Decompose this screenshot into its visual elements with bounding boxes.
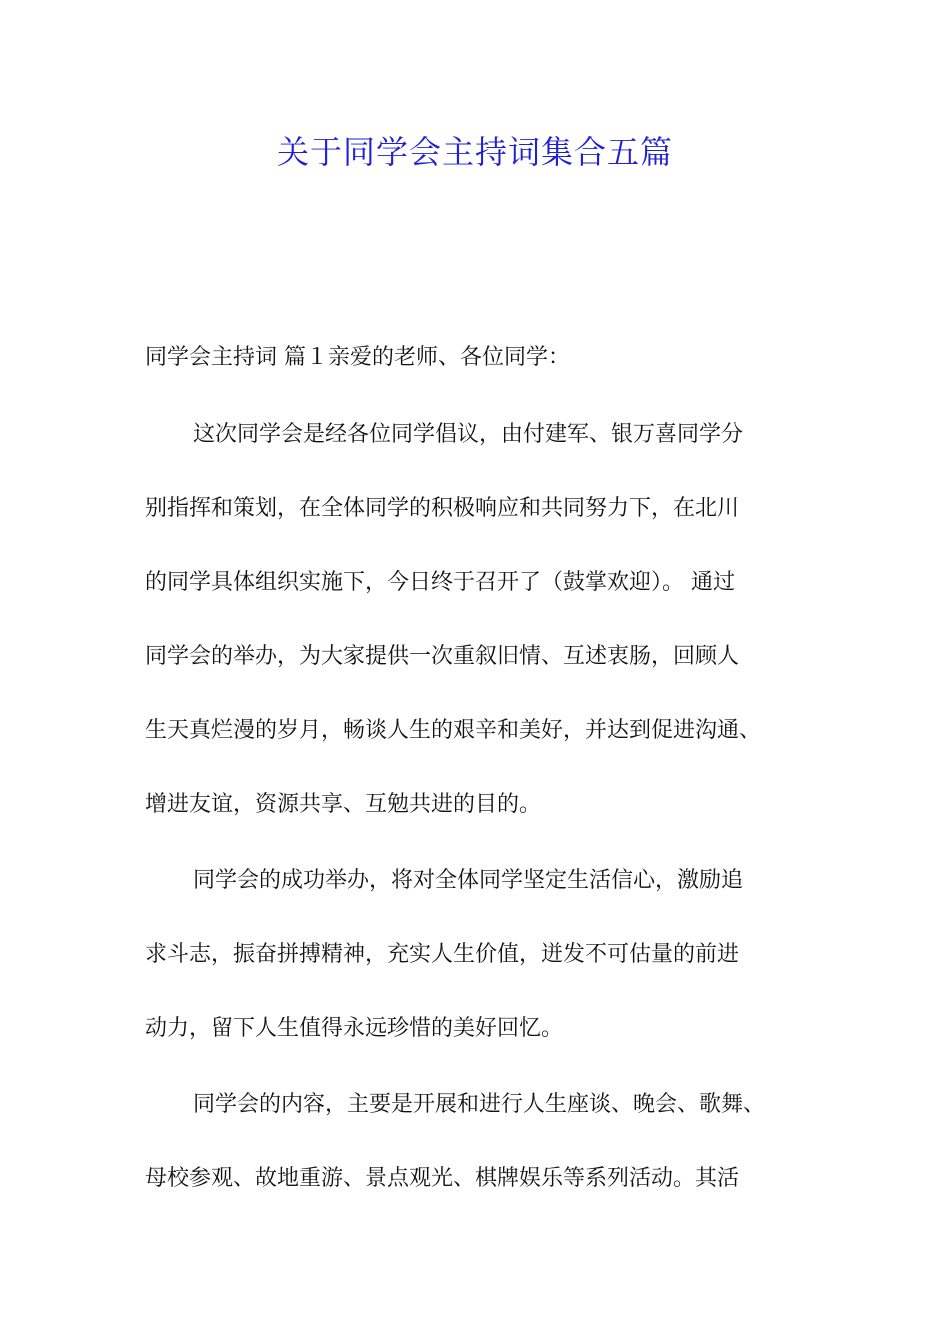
- text-line: 求斗志，振奋拼搏精神，充实人生价值，迸发不可估量的前进: [145, 942, 740, 967]
- text-line: 生天真烂漫的岁月，畅谈人生的艰辛和美好，并达到促进沟通、: [145, 718, 762, 743]
- text-line: 的同学具体组织实施下，今日终于召开了（鼓掌欢迎）。 通过: [145, 570, 735, 595]
- text-line: 这次同学会是经各位同学倡议，由付建军、银万喜同学分: [193, 422, 744, 447]
- text-line: 同学会主持词 篇１亲爱的老师、各位同学：: [145, 345, 570, 370]
- text-line: 别指挥和策划，在全体同学的积极响应和共同努力下，在北川: [145, 496, 740, 521]
- text-line: 增进友谊，资源共享、互勉共进的目的。: [145, 792, 542, 817]
- text-line: 同学会的内容，主要是开展和进行人生座谈、晚会、歌舞、: [193, 1092, 766, 1117]
- text-line: 动力，留下人生值得永远珍惜的美好回忆。: [145, 1016, 564, 1041]
- text-line: 同学会的举办，为大家提供一次重叙旧情、互述衷肠，回顾人: [145, 644, 740, 669]
- text-line: 母校参观、故地重游、景点观光、棋牌娱乐等系列活动。其活: [145, 1166, 740, 1191]
- document-title: 关于同学会主持词集合五篇: [276, 133, 673, 171]
- text-line: 同学会的成功举办，将对全体同学坚定生活信心，激励追: [193, 868, 744, 893]
